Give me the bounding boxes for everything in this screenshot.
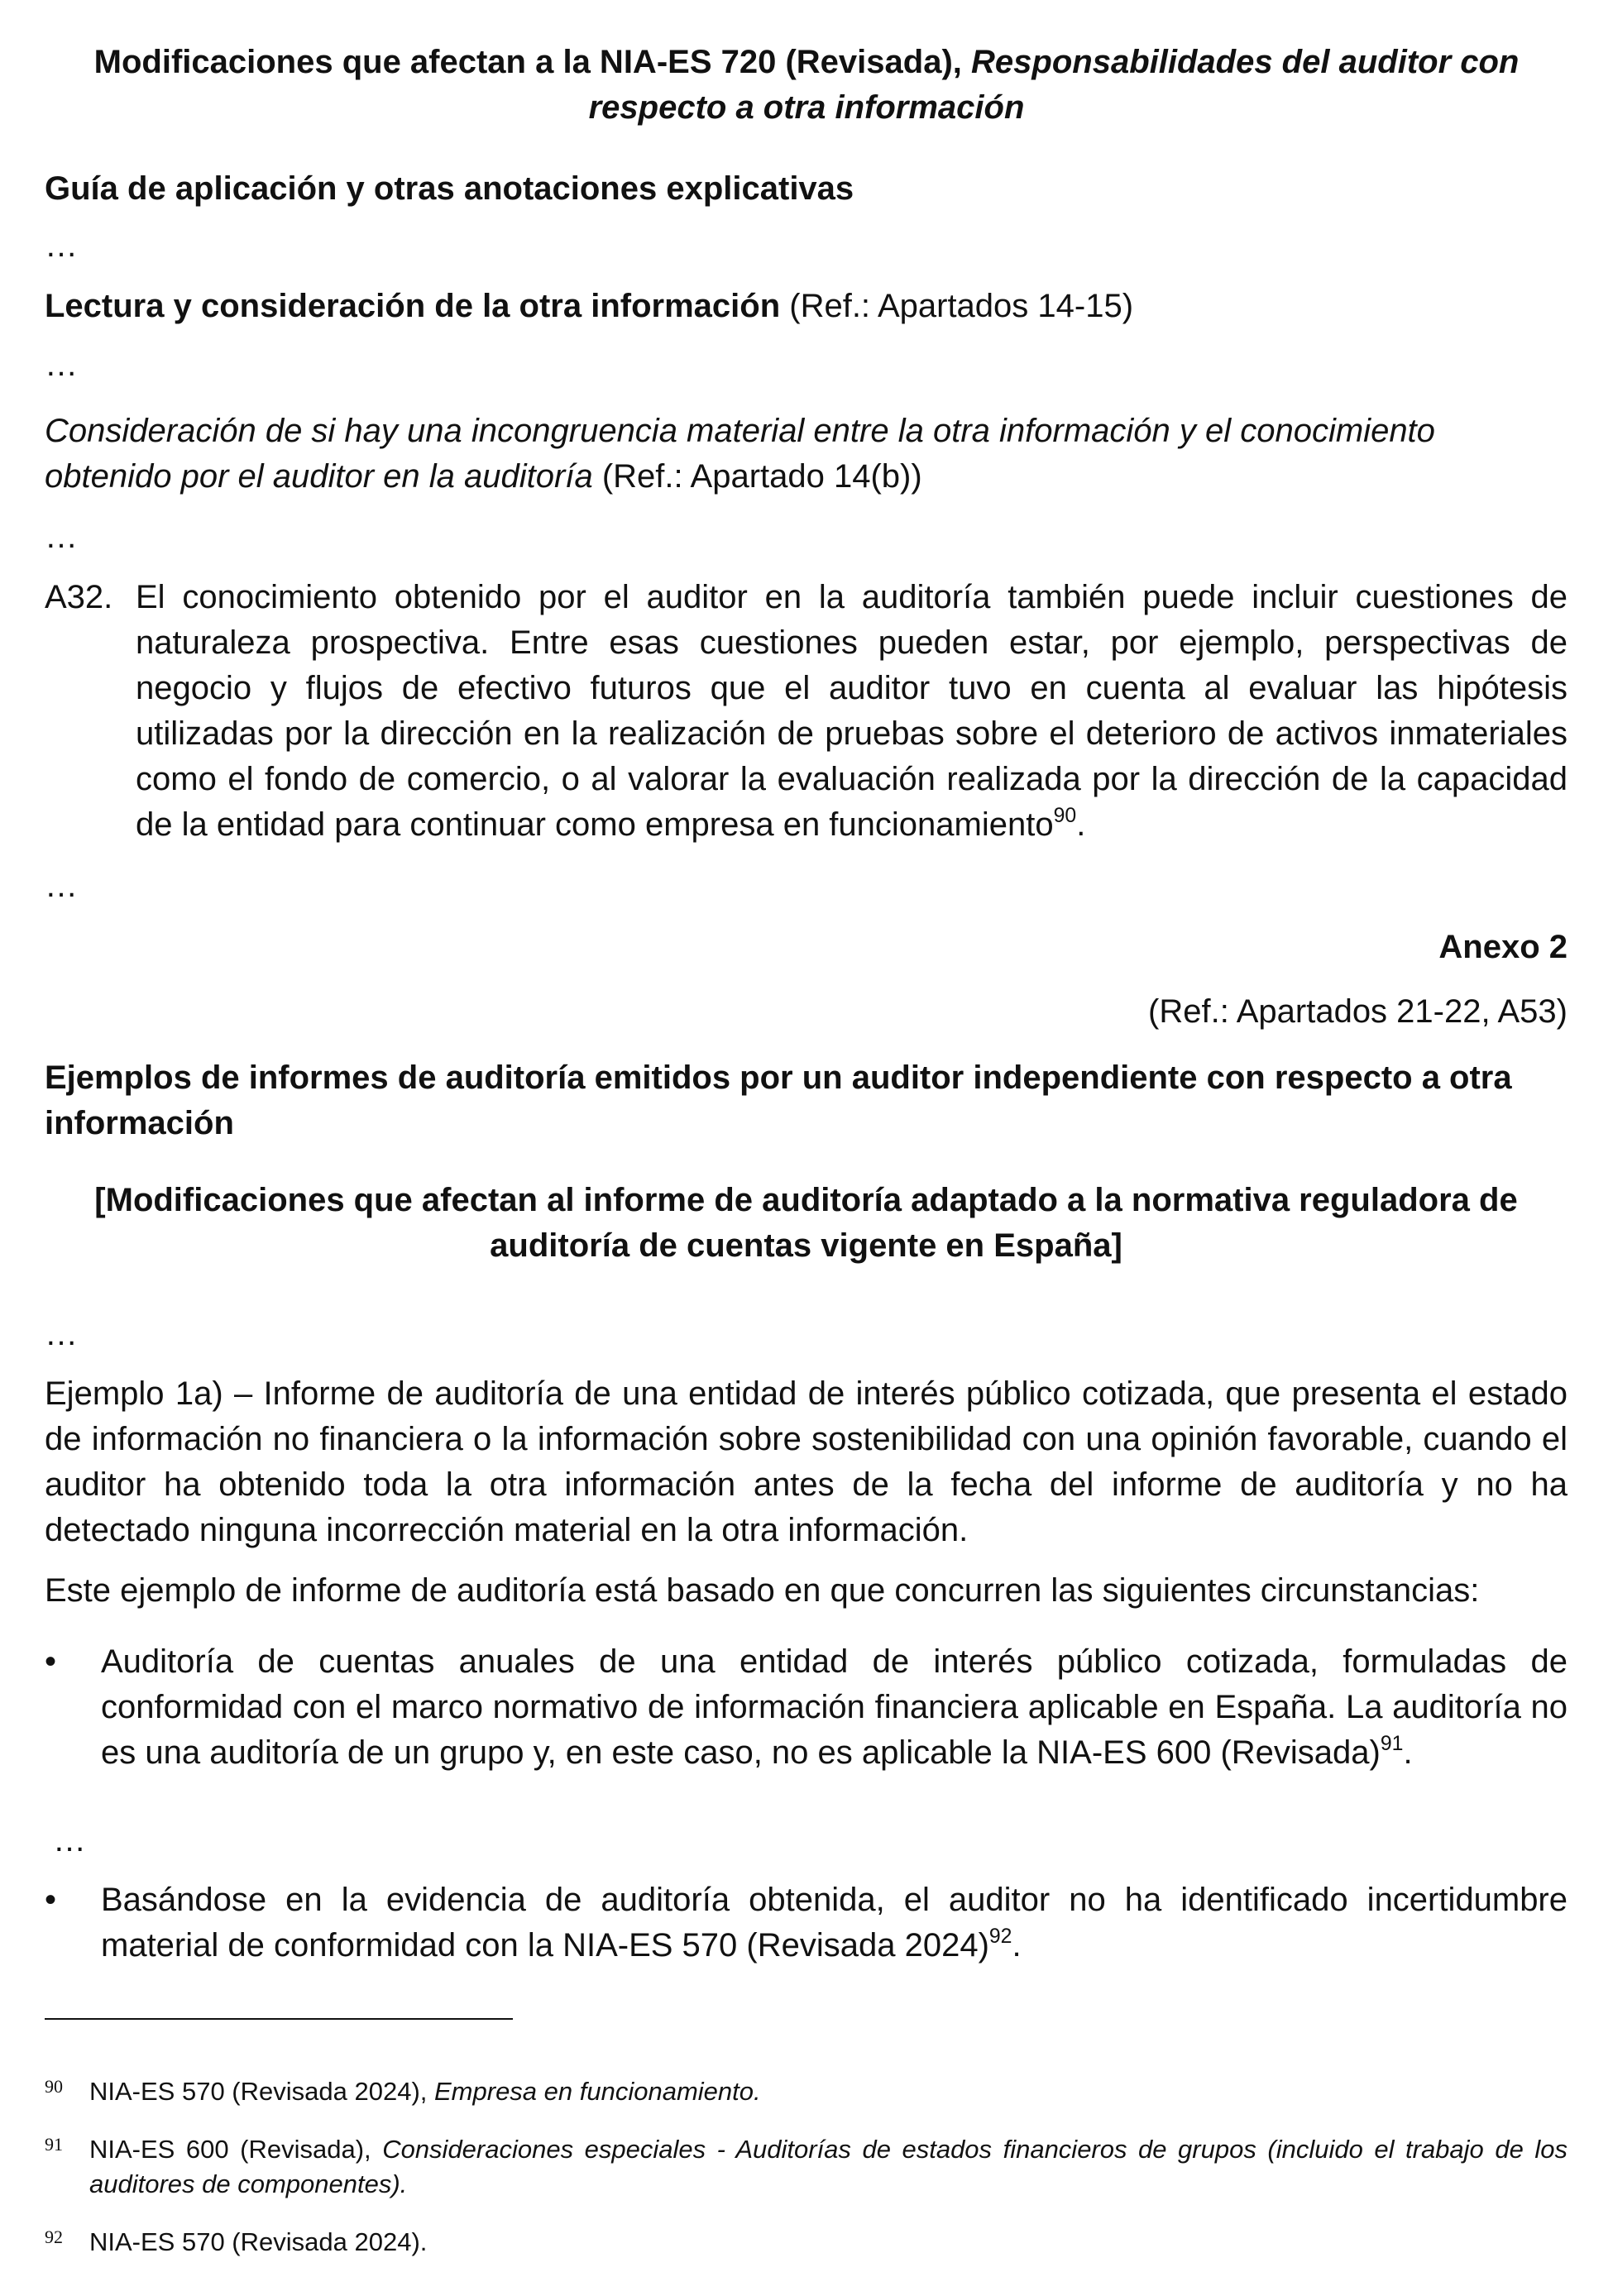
consideration-heading-ref: (Ref.: Apartado 14(b)) — [601, 458, 922, 495]
footnote-italic: Empresa en funcionamiento. — [434, 2077, 761, 2106]
footnote-92 — [45, 2225, 1568, 2260]
ellipsis-2: … — [45, 347, 78, 383]
consideration-heading-title: Consideración de si hay una incongruencia material entre la otra información y el conocimiento obtenido por el auditor en la auditoría — [45, 413, 1435, 495]
circumstances-intro: Este ejemplo de informe de auditoría está basado en que concurren las siguientes circunstancias: — [45, 1572, 1480, 1609]
ellipsis-3: … — [45, 519, 78, 555]
list-item-end: . — [1403, 1734, 1413, 1771]
footnote-number: 90 — [45, 2076, 63, 2097]
annex-ref: (Ref.: Apartados 21-22, A53) — [1148, 993, 1568, 1030]
footnote-plain: NIA-ES 600 (Revisada), — [89, 2135, 371, 2164]
list-item-body: Basándose en la evidencia de auditoría obtenida, el auditor no ha identificado incertidumbre material de conformidad con la NIA-ES 570 (Revisada 2024) — [101, 1882, 1568, 1964]
reading-heading — [45, 284, 1567, 329]
footnote-91 — [45, 2132, 1568, 2202]
bullet-icon: • — [45, 1882, 57, 1918]
list-item-text — [101, 1877, 1568, 1968]
footnote-divider — [45, 2018, 513, 2020]
footnote-italic: Consideraciones especiales - Auditorías de estados financieros de grupos (incluido el trabajo de los auditores de componentes). — [89, 2135, 1568, 2198]
list-item-body: Auditoría de cuentas anuales de una entidad de interés público cotizada, formuladas de conformidad con el marco normativo de información financiera aplicable en España. La auditoría no es una auditoría de un grupo y, en este caso, no es aplicable la NIA-ES 600 (Revisada) — [101, 1643, 1568, 1771]
bullet-icon: • — [45, 1643, 57, 1680]
footnote-plain: NIA-ES 570 (Revisada 2024). — [89, 2227, 428, 2256]
footnote-ref-90: 90 — [1053, 804, 1077, 827]
paragraph-text — [136, 575, 1568, 848]
document-title — [58, 40, 1555, 131]
ellipsis-4: … — [45, 868, 78, 904]
title-subject: Responsabilidades del auditor con respecto a otra información — [588, 44, 1520, 126]
paragraph-a32 — [45, 575, 1568, 848]
title-standard: Modificaciones que afectan a la NIA-ES 720 (Revisada), — [93, 44, 962, 80]
list-item — [45, 1639, 1568, 1776]
footnote-number: 92 — [45, 2227, 63, 2247]
ellipsis-5: … — [45, 1316, 78, 1352]
reading-heading-ref: (Ref.: Apartados 14-15) — [789, 288, 1134, 324]
ellipsis-6: … — [53, 1822, 86, 1858]
paragraph-label: A32. — [45, 579, 113, 615]
list-item-end: . — [1012, 1927, 1022, 1964]
footnote-text — [89, 2132, 1568, 2202]
footnote-ref-91: 91 — [1380, 1732, 1404, 1755]
modifications-heading: [Modificaciones que afectan al informe de auditoría adaptado a la normativa reguladora de auditoría de cuentas vigente en España] — [94, 1182, 1518, 1264]
footnote-text — [89, 2074, 1568, 2109]
paragraph-end: . — [1076, 806, 1086, 843]
examples-heading: Ejemplos de informes de auditoría emitidos por un auditor independiente con respecto a otra información — [45, 1060, 1512, 1141]
reading-heading-title: Lectura y consideración de la otra información — [45, 288, 781, 324]
footnote-90 — [45, 2074, 1568, 2109]
list-item-text — [101, 1639, 1568, 1776]
ellipsis-1: … — [45, 227, 78, 264]
consideration-heading — [45, 409, 1567, 500]
footnote-plain: NIA-ES 570 (Revisada 2024), — [89, 2077, 428, 2106]
guide-heading: Guía de aplicación y otras anotaciones explicativas — [45, 170, 854, 207]
example-1a: Ejemplo 1a) – Informe de auditoría de una entidad de interés público cotizada, que presenta el estado de información no financiera o la información sobre sostenibilidad con una opinión favorable, cuando el auditor ha obtenido toda la otra información antes de la fecha del informe de auditoría y no ha detectado ninguna incorrección material en la otra información. — [45, 1375, 1568, 1548]
footnote-text — [89, 2225, 1568, 2260]
paragraph-body: El conocimiento obtenido por el auditor en la auditoría también puede incluir cuestiones de naturaleza prospectiva. Entre esas cuestiones pueden estar, por ejemplo, perspectivas de negocio y flujos de efectivo futuros que el auditor tuvo en cuenta al evaluar las hipótesis utilizadas por la dirección en la realización de pruebas sobre el deterioro de activos inmateriales como el fondo de comercio, o al valorar la evaluación realizada por la dirección de la capacidad de la entidad para continuar como empresa en funcionamiento — [136, 579, 1568, 843]
list-item — [45, 1877, 1568, 1968]
footnote-number: 91 — [45, 2134, 63, 2155]
annex-title: Anexo 2 — [1438, 929, 1568, 965]
footnote-ref-92: 92 — [988, 1925, 1012, 1948]
